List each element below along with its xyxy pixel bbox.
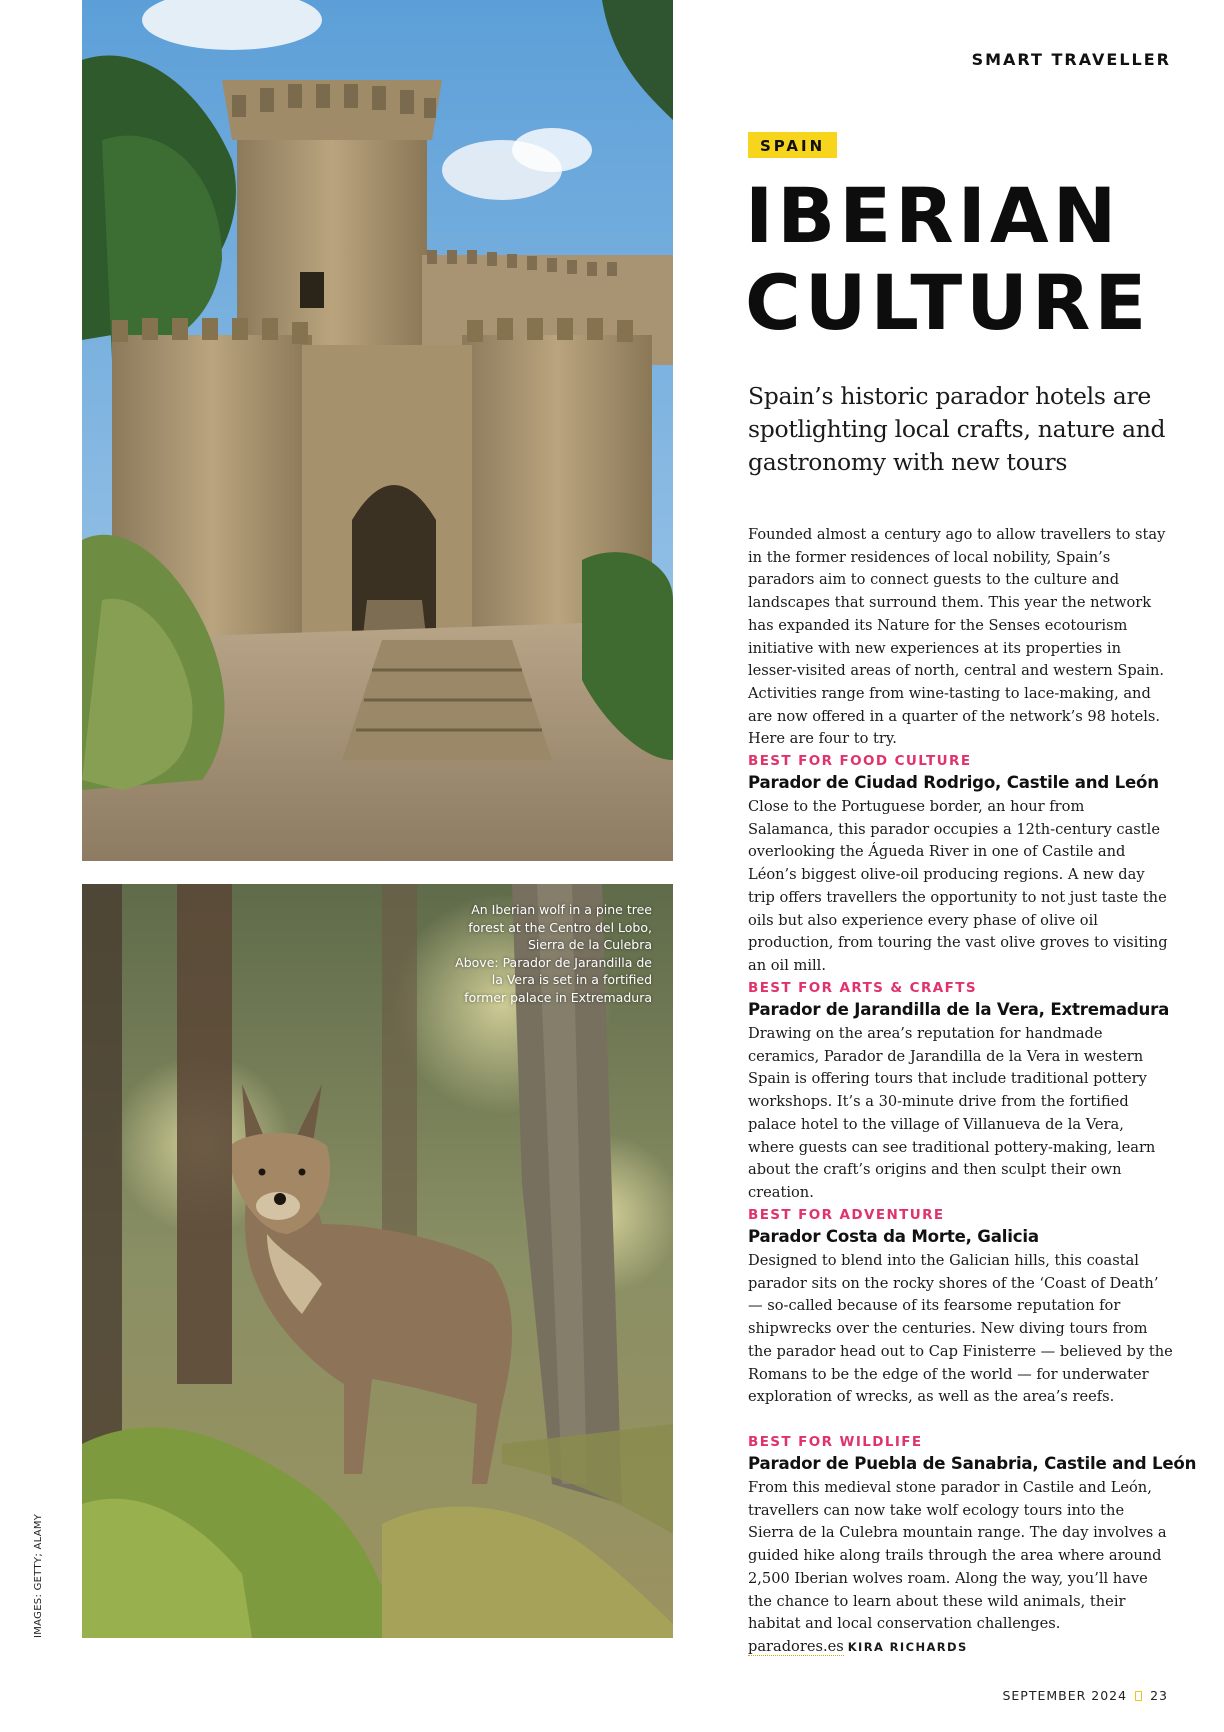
castle-illustration bbox=[82, 0, 673, 861]
kicker-tag: SPAIN bbox=[748, 132, 837, 158]
entry-body: Drawing on the area’s reputation for handmade ceramics, Parador de Jarandilla de la Vera in western Spain is offering tours that include traditional pottery workshops. It’s a 30-minute drive from the fortified palace hotel to the village of Villanueva de la Vera, where guests can see traditional pottery-making, learn about the craft’s origins and then sculpt their own creation. bbox=[748, 1025, 1156, 1201]
entry-title: Parador de Puebla de Sanabria, Castile and León bbox=[748, 1454, 1197, 1473]
entry-title: Parador de Jarandilla de la Vera, Extremadura bbox=[748, 1000, 1170, 1019]
entry-body: From this medieval stone parador in Castile and León, travellers can now take wolf ecology tours into the Sierra de la Culebra mountain range. The day involves a guided hike along trails through the area where around 2,500 Iberian wolves roam. Along the way, you’ll have the chance to learn about these wild animals, their habitat and local conservation challenges. bbox=[748, 1479, 1167, 1633]
caption-wolf: An Iberian wolf in a pine tree forest at the Centro del Lobo, Sierra de la Culebra bbox=[468, 902, 652, 952]
issue-date: SEPTEMBER 2024 bbox=[1002, 1688, 1128, 1703]
entry-food-culture bbox=[748, 752, 1173, 978]
entry-category: BEST FOR ARTS & CRAFTS bbox=[748, 980, 977, 996]
entry-body-wrapper bbox=[748, 1477, 1173, 1659]
entry-category: BEST FOR ADVENTURE bbox=[748, 1207, 945, 1223]
entry-body: Designed to blend into the Galician hills, this coastal parador sits on the rocky shores of the ‘Coast of Death’ — so-called because of its fearsome reputation for shipwrecks over the centuries. New diving tours from the parador head out to Cap Finisterre — believed by the Romans to be the edge of the world — for underwater exploration of wrecks, as well as the area’s reefs. bbox=[748, 1252, 1173, 1406]
paradores-link[interactable]: paradores.es bbox=[748, 1637, 844, 1655]
byline: KIRA RICHARDS bbox=[847, 1639, 968, 1654]
entry-category: BEST FOR WILDLIFE bbox=[748, 1434, 923, 1450]
entry-category: BEST FOR FOOD CULTURE bbox=[748, 753, 972, 769]
folio-square-icon bbox=[1135, 1691, 1142, 1701]
castle-photo bbox=[82, 0, 673, 861]
entry-title: Parador Costa da Morte, Galicia bbox=[748, 1227, 1039, 1246]
photo-caption bbox=[452, 901, 652, 1006]
page-number: 23 bbox=[1150, 1688, 1168, 1703]
headline bbox=[745, 172, 1150, 346]
section-label: SMART TRAVELLER bbox=[971, 50, 1171, 69]
entry-adventure bbox=[748, 1206, 1173, 1409]
standfirst: Spain’s historic parador hotels are spotlighting local crafts, nature and gastronomy with new tours bbox=[748, 382, 1166, 476]
headline-line-2: CULTURE bbox=[745, 258, 1151, 347]
entry-body: Close to the Portuguese border, an hour from Salamanca, this parador occupies a 12th-century castle overlooking the Águeda River in one of Castile and Léon’s biggest olive-oil producing regions. A new day trip offers travellers the opportunity to not just taste the oils but also experience every phase of olive oil production, from touring the vast olive groves to visiting an oil mill. bbox=[748, 798, 1168, 974]
caption-castle: Above: Parador de Jarandilla de la Vera is set in a fortified former palace in Extremadura bbox=[455, 954, 652, 1005]
entry-arts-crafts bbox=[748, 979, 1173, 1205]
entry-title: Parador de Ciudad Rodrigo, Castile and León bbox=[748, 773, 1159, 792]
folio bbox=[1002, 1688, 1168, 1703]
headline-line-1: IBERIAN bbox=[745, 171, 1121, 260]
intro-paragraph: Founded almost a century ago to allow travellers to stay in the former residences of local nobility, Spain’s paradors aim to connect guests to the culture and landscapes that surround them. This year the network has expanded its Nature for the Senses ecotourism initiative with new experiences at its properties in lesser-visited areas of north, central and western Spain. Activities range from wine-tasting to lace-making, and are now offered in a quarter of the network’s 98 hotels. Here are four to try. bbox=[748, 526, 1166, 748]
image-credit: IMAGES: GETTY; ALAMY bbox=[33, 1513, 44, 1638]
entry-wildlife bbox=[748, 1433, 1197, 1659]
